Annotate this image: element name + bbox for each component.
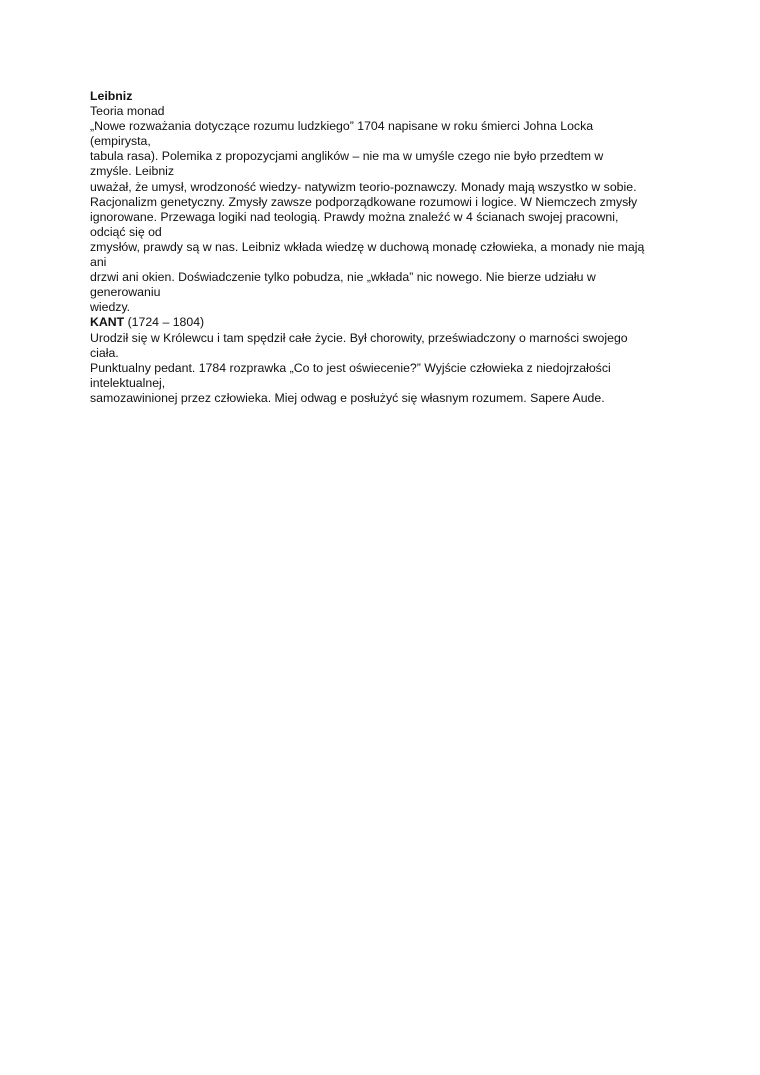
leibniz-line: „Nowe rozważania dotyczące rozumu ludzkiego” 1704 napisane w roku śmierci Johna Locka <box>90 119 594 134</box>
kant-line: intelektualnej, <box>90 375 166 390</box>
leibniz-heading: Leibniz <box>90 89 133 103</box>
kant-heading-line <box>90 315 680 330</box>
leibniz-line: odciąć się od <box>90 224 162 239</box>
kant-line: Urodził się w Królewcu i tam spędził całe życie. Był chorowity, przeświadczony o marności swojego <box>90 330 628 345</box>
leibniz-line: ignorowane. Przewaga logiki nad teologią. Prawdy można znaleźć w 4 ścianach swojej pracowni, <box>90 209 619 224</box>
leibniz-line: zmysłów, prawdy są w nas. Leibniz wkłada wiedzę w duchową monadę człowieka, a monady nie mają <box>90 239 645 254</box>
leibniz-line: zmyśle. Leibniz <box>90 164 175 179</box>
leibniz-line: generowaniu <box>90 285 161 300</box>
kant-dates: (1724 – 1804) <box>124 315 205 330</box>
leibniz-line: ani <box>90 255 107 270</box>
document-page <box>90 89 680 406</box>
leibniz-line: Racjonalizm genetyczny. Zmysły zawsze podporządkowane rozumowi i logice. W Niemczech zmysły <box>90 194 638 209</box>
leibniz-line: Teoria monad <box>90 104 165 119</box>
kant-line: samozawinionej przez człowieka. Miej odwag e posłużyć się własnym rozumem. Sapere Aude. <box>90 390 605 405</box>
leibniz-line: uważał, że umysł, wrodzoność wiedzy- natywizm teorio-poznawczy. Monady mają wszystko w sobie. <box>90 179 637 194</box>
leibniz-line: drzwi ani okien. Doświadczenie tylko pobudza, nie „wkłada” nic nowego. Nie bierze udziału w <box>90 270 596 285</box>
kant-heading: KANT <box>90 315 125 330</box>
leibniz-line: (empirysta, <box>90 134 151 149</box>
kant-line: ciała. <box>90 345 119 360</box>
leibniz-line: wiedzy. <box>90 300 131 315</box>
kant-line: Punktualny pedant. 1784 rozprawka „Co to jest oświecenie?” Wyjście człowieka z niedojrzałości <box>90 360 611 375</box>
leibniz-line: tabula rasa). Polemika z propozycjami anglików – nie ma w umyśle czego nie było przedtem w <box>90 149 604 164</box>
